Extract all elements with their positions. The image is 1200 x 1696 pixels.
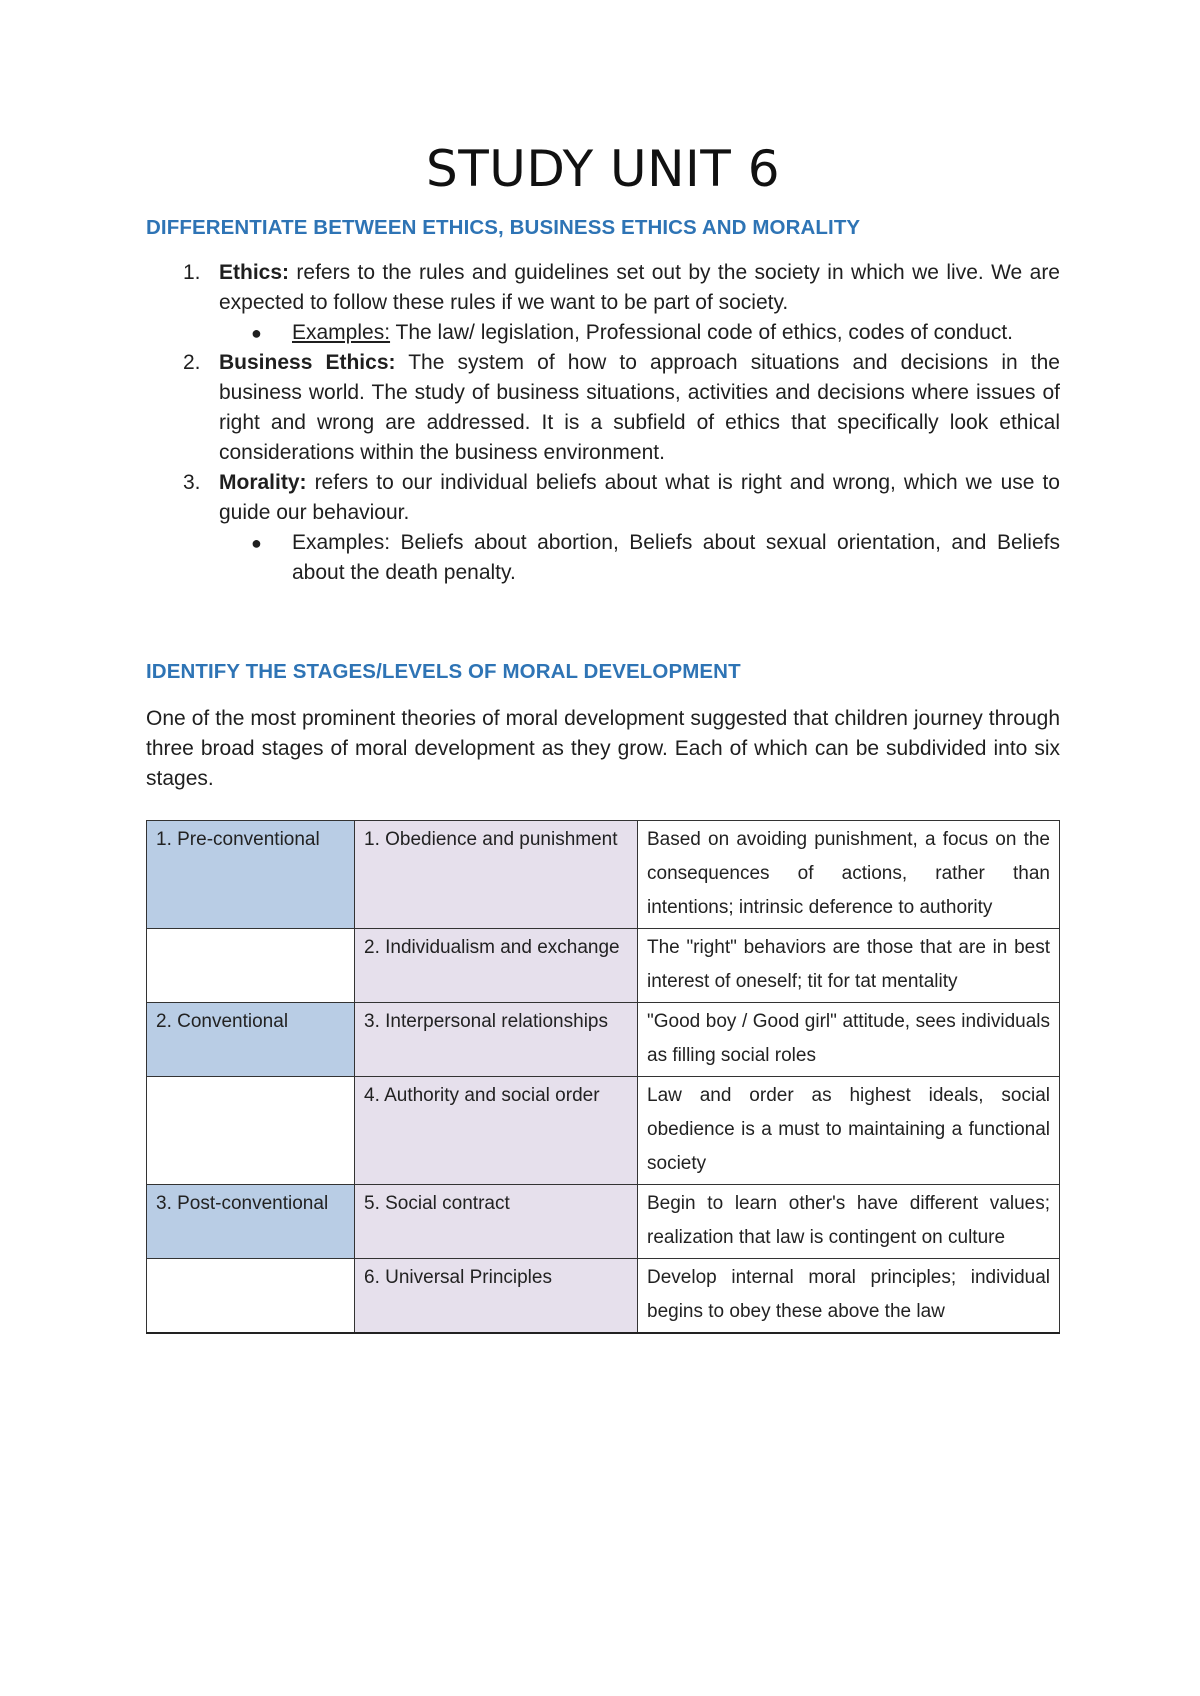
table-row bbox=[147, 1077, 1060, 1185]
list-number: 3. bbox=[183, 471, 201, 494]
sub-list bbox=[219, 528, 1060, 588]
table-row bbox=[147, 821, 1060, 929]
stage-cell: 1. Obedience and punishment bbox=[355, 821, 638, 929]
list-item-morality bbox=[146, 468, 1060, 588]
table-row bbox=[147, 1003, 1060, 1077]
table-row bbox=[147, 929, 1060, 1003]
examples-label: Examples: bbox=[292, 321, 391, 344]
moral-development-table bbox=[146, 820, 1060, 1334]
definition-ethics: refers to the rules and guidelines set out by the society in which we live. We are expected to follow these rules if we want to be part of society. bbox=[219, 261, 1060, 314]
sub-item-examples bbox=[219, 528, 1060, 588]
stage-cell: 5. Social contract bbox=[355, 1185, 638, 1259]
list-item-ethics bbox=[146, 258, 1060, 348]
section-heading-moral-development: IDENTIFY THE STAGES/LEVELS OF MORAL DEVELOPMENT bbox=[146, 660, 741, 683]
level-cell: 1. Pre-conventional bbox=[147, 821, 355, 929]
level-cell: 2. Conventional bbox=[147, 1003, 355, 1077]
table-row bbox=[147, 1185, 1060, 1259]
definition-business-ethics: The system of how to approach situations and decisions in the business world. The study of business situations, activities and decisions where issues of right and wrong are addressed. It is a subfield of ethics that specifically look ethical considerations within the business environment. bbox=[219, 351, 1060, 464]
level-cell bbox=[147, 1259, 355, 1334]
term-business-ethics: Business Ethics: bbox=[219, 351, 396, 374]
description-cell: "Good boy / Good girl" attitude, sees individuals as filling social roles bbox=[638, 1003, 1060, 1077]
sub-list bbox=[219, 318, 1060, 348]
level-cell bbox=[147, 1077, 355, 1185]
list-item-business-ethics bbox=[146, 348, 1060, 468]
definition-morality: refers to our individual beliefs about what is right and wrong, which we use to guide our behaviour. bbox=[219, 471, 1060, 524]
description-cell: The "right" behaviors are those that are in best interest of oneself; tit for tat mentality bbox=[638, 929, 1060, 1003]
intro-paragraph: One of the most prominent theories of moral development suggested that children journey through three broad stages of moral development as they grow. Each of which can be subdivided into six stages. bbox=[146, 707, 1060, 790]
description-cell: Begin to learn other's have different values; realization that law is contingent on culture bbox=[638, 1185, 1060, 1259]
bullet-icon: ● bbox=[251, 323, 262, 343]
examples-text: Examples: Beliefs about abortion, Beliefs about sexual orientation, and Beliefs about the death penalty. bbox=[292, 531, 1060, 584]
level-cell bbox=[147, 929, 355, 1003]
examples-text: The law/ legislation, Professional code of ethics, codes of conduct. bbox=[390, 321, 1014, 344]
section-heading-ethics: DIFFERENTIATE BETWEEN ETHICS, BUSINESS ETHICS AND MORALITY bbox=[146, 216, 861, 239]
stage-cell: 3. Interpersonal relationships bbox=[355, 1003, 638, 1077]
term-ethics: Ethics: bbox=[219, 261, 290, 284]
description-cell: Law and order as highest ideals, social obedience is a must to maintaining a functional society bbox=[638, 1077, 1060, 1185]
description-cell: Develop internal moral principles; individual begins to obey these above the law bbox=[638, 1259, 1060, 1334]
page-title: STUDY UNIT 6 bbox=[425, 140, 781, 198]
bullet-icon: ● bbox=[251, 533, 262, 553]
stage-cell: 2. Individualism and exchange bbox=[355, 929, 638, 1003]
term-morality: Morality: bbox=[219, 471, 307, 494]
level-cell: 3. Post-conventional bbox=[147, 1185, 355, 1259]
description-cell: Based on avoiding punishment, a focus on the consequences of actions, rather than intentions; intrinsic deference to authority bbox=[638, 821, 1060, 929]
definitions-list bbox=[146, 258, 1060, 588]
stage-cell: 6. Universal Principles bbox=[355, 1259, 638, 1334]
table-row bbox=[147, 1259, 1060, 1334]
list-number: 1. bbox=[183, 261, 201, 284]
stage-cell: 4. Authority and social order bbox=[355, 1077, 638, 1185]
document-page bbox=[146, 140, 1060, 1334]
list-number: 2. bbox=[183, 351, 201, 374]
sub-item-examples bbox=[219, 318, 1060, 348]
